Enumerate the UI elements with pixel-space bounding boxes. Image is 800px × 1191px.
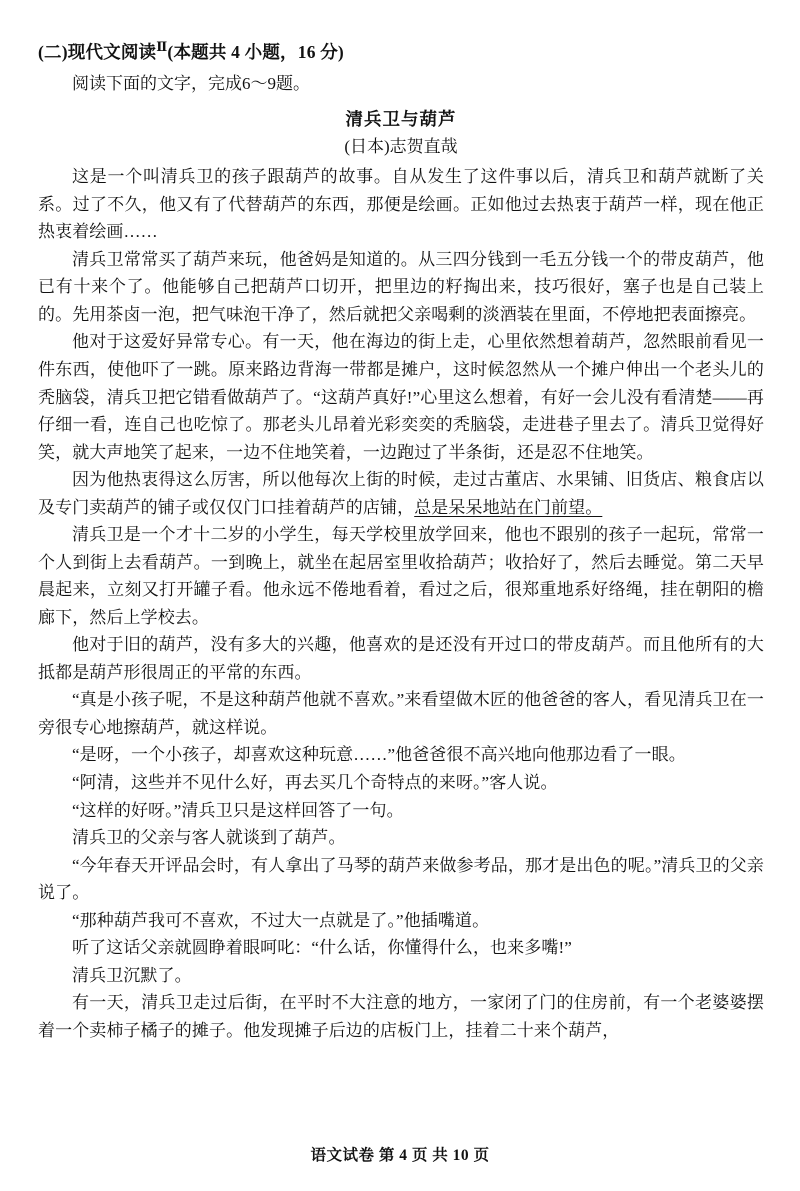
paragraph: “那种葫芦我可不喜欢，不过大一点就是了。”他插嘴道。 — [72, 910, 490, 930]
paragraph: “今年春天开评品会时，有人拿出了马琴的葫芦来做参考品，那才是出色的呢。”清兵卫的父亲说了。 — [38, 855, 764, 903]
section-heading-main: (二)现代文阅读 — [38, 41, 157, 62]
section-heading-rest: (本题共 4 小题，16 分) — [167, 41, 344, 62]
paragraph: “这样的好呀。”清兵卫只是这样回答了一句。 — [72, 800, 404, 820]
paragraph-text: 因为他热衷得这么厉害，所以他每次上街的时候，走过古董店、水果铺、旧货店、粮食店以及专门卖葫芦的铺子或仅仅门口挂着葫芦的店铺， — [38, 470, 764, 517]
paragraph: 清兵卫是一个才十二岁的小学生，每天学校里放学回来，他也不跟别的孩子一起玩，常常一个人到街上去看葫芦。一到晚上，就坐在起居室里收拾葫芦；收拾好了，然后去睡觉。第二天早晨起来，立刻又打开罐子看。他永远不倦地看着，看过之后，很郑重地系好络绳，挂在朝阳的檐廊下，然后上学校去。 — [38, 525, 764, 627]
paragraph: 他对于旧的葫芦，没有多大的兴趣，他喜欢的是还没有开过口的带皮葫芦。而且他所有的大抵都是葫芦形很周正的平常的东西。 — [38, 635, 764, 682]
paragraph: 清兵卫的父亲与客人就谈到了葫芦。 — [72, 828, 346, 848]
section-instruction: 阅读下面的文字，完成6～9题。 — [72, 74, 310, 94]
section-heading-superscript: Ⅱ — [156, 39, 168, 54]
paragraph: 他对于这爱好异常专心。有一天，他在海边的街上走，心里依然想着葫芦，忽然眼前看见一件东西，使他吓了一跳。原来路边背海一带都是摊户，这时候忽然从一个摊户伸出一个老头儿的秃脑袋，清兵卫把它错看做葫芦了。“这葫芦真好!”心里这么想着，有好一会儿没有看清楚——再仔细一看，连自己也吃惊了。那老头儿昂着光彩奕奕的秃脑袋，走进巷子里去了。清兵卫觉得好笑，就大声地笑了起来，一边不住地笑着，一边跑过了半条街，还是忍不住地笑。 — [38, 332, 764, 462]
paragraph: 清兵卫常常买了葫芦来玩，他爸妈是知道的。从三四分钱到一毛五分钱一个的带皮葫芦，他已有十来个了。他能够自己把葫芦口切开，把里边的籽掏出来，技巧很好，塞子也是自己装上的。先用茶卤一泡，把气味泡干净了，然后就把父亲喝剩的淡酒装在里面，不停地把表面擦亮。 — [38, 249, 764, 324]
paragraph: “是呀，一个小孩子，却喜欢这种玩意……”他爸爸很不高兴地向他那边看了一眼。 — [72, 745, 686, 765]
underlined-text: 总是呆呆地站在门前望。 — [414, 497, 603, 517]
paragraph: 听了这话父亲就圆睁着眼呵叱：“什么话，你懂得什么，也来多嘴!” — [72, 938, 572, 958]
paragraph: “真是小孩子呢，不是这种葫芦他就不喜欢。”来看望做木匠的他爸爸的客人，看见清兵卫在一旁很专心地擦葫芦，就这样说。 — [38, 690, 764, 737]
paragraph-with-underline — [38, 466, 764, 521]
paragraph: “阿清，这些并不见什么好，再去买几个奇特点的来呀。”客人说。 — [72, 772, 558, 792]
paragraph: 清兵卫沉默了。 — [72, 965, 192, 985]
paragraph: 有一天，清兵卫走过后街，在平时不大注意的地方，一家闭了门的住房前，有一个老婆婆摆着一个卖柿子橘子的摊子。他发现摊子后边的店板门上，挂着二十来个葫芦， — [38, 993, 764, 1040]
page-content — [38, 38, 764, 1044]
page-footer: 语文试卷 第 4 页 共 10 页 — [310, 1147, 490, 1164]
paragraph: 这是一个叫清兵卫的孩子跟葫芦的故事。自从发生了这件事以后，清兵卫和葫芦就断了关系。过了不久，他又有了代替葫芦的东西，那便是绘画。正如他过去热衷于葫芦一样，现在他正热衷着绘画…… — [38, 167, 764, 242]
article-title: 清兵卫与葫芦 — [345, 108, 457, 129]
section-heading — [38, 38, 764, 65]
article-author: (日本)志贺直哉 — [344, 136, 458, 156]
